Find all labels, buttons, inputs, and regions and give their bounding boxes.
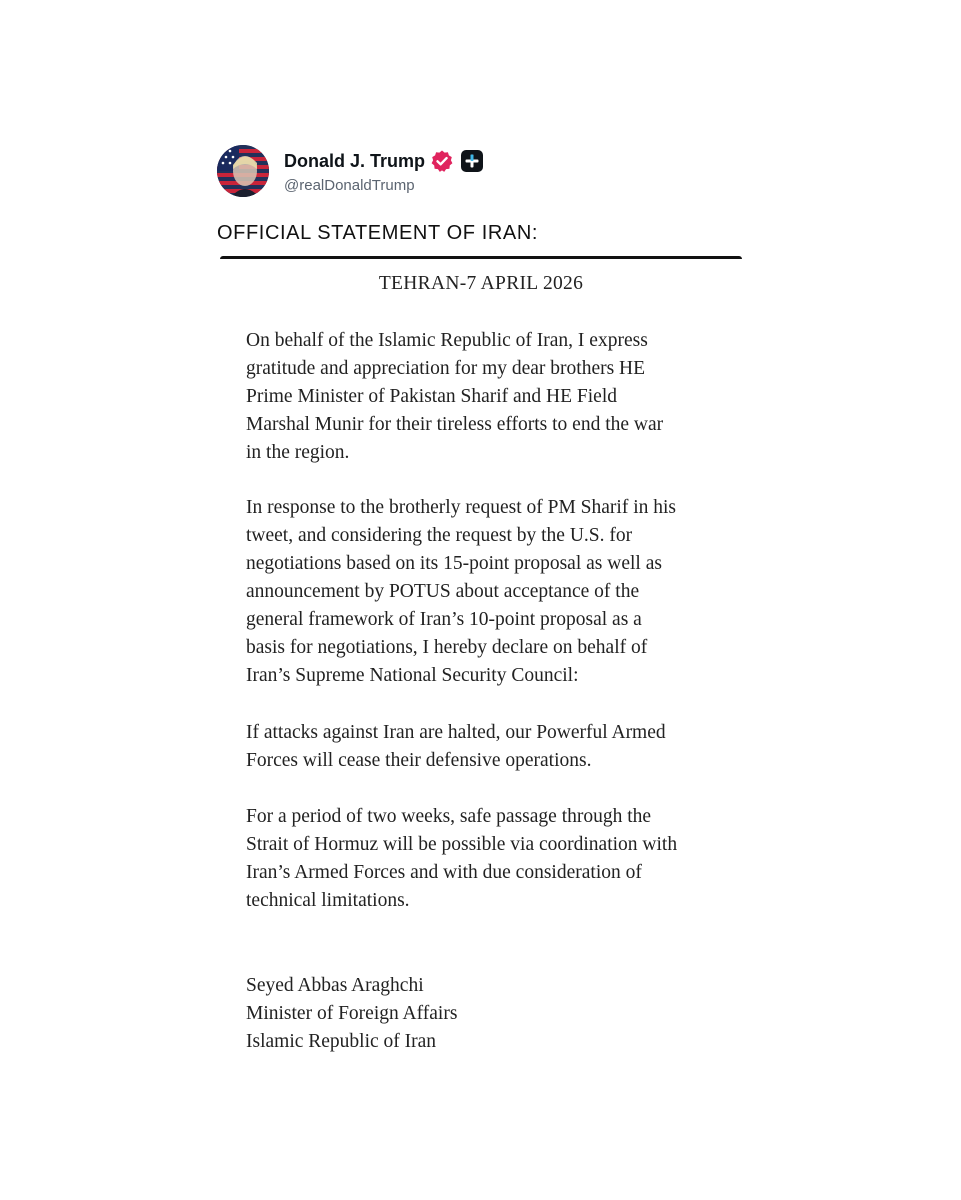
verified-check-icon (430, 149, 454, 173)
plus-badge-icon (460, 149, 484, 173)
document-paragraph (246, 494, 676, 690)
document-paragraph (246, 719, 666, 775)
document-signature (246, 972, 457, 1056)
author-name-row (284, 149, 484, 173)
paragraph-line: Prime Minister of Pakistan Sharif and HE Field (246, 386, 617, 407)
paragraph-line: negotiations based on its 15-point proposal as well as (246, 553, 662, 574)
paragraph-line: basis for negotiations, I hereby declare on behalf of (246, 637, 648, 658)
paragraph-line: Strait of Hormuz will be possible via coordination with (246, 834, 678, 855)
paragraph-line: general framework of Iran’s 10-point proposal as a (246, 609, 642, 630)
post-text: OFFICIAL STATEMENT OF IRAN: (217, 222, 539, 244)
author-handle[interactable]: @realDonaldTrump (284, 177, 415, 194)
paragraph-line: For a period of two weeks, safe passage through the (246, 806, 652, 827)
signature-title: Minister of Foreign Affairs (246, 1003, 458, 1024)
attached-image-top-edge (220, 256, 742, 259)
paragraph-line: announcement by POTUS about acceptance of the (246, 581, 640, 602)
paragraph-line: If attacks against Iran are halted, our Powerful Armed (246, 722, 666, 743)
avatar-image-icon (217, 145, 269, 197)
paragraph-line: tweet, and considering the request by the U.S. for (246, 525, 633, 546)
paragraph-line: Iran’s Supreme National Security Council: (246, 665, 579, 686)
document-paragraph (246, 803, 677, 915)
paragraph-line: technical limitations. (246, 890, 410, 911)
paragraph-line: in the region. (246, 442, 350, 463)
signature-country: Islamic Republic of Iran (246, 1031, 437, 1052)
post-header (217, 145, 737, 197)
paragraph-line: On behalf of the Islamic Republic of Iran, I express (246, 330, 648, 351)
document-title: TEHRAN-7 APRIL 2026 (378, 273, 584, 294)
paragraph-line: Forces will cease their defensive operations. (246, 750, 592, 771)
document-paragraph (246, 327, 663, 467)
paragraph-line: In response to the brotherly request of PM Sharif in his (246, 497, 677, 518)
signature-name: Seyed Abbas Araghchi (246, 975, 424, 996)
avatar[interactable] (217, 145, 269, 197)
paragraph-line: Iran’s Armed Forces and with due consideration of (246, 862, 642, 883)
paragraph-line: gratitude and appreciation for my dear brothers HE (246, 358, 646, 379)
paragraph-line: Marshal Munir for their tireless efforts to end the war (246, 414, 664, 435)
author-display-name[interactable]: Donald J. Trump (284, 150, 426, 171)
